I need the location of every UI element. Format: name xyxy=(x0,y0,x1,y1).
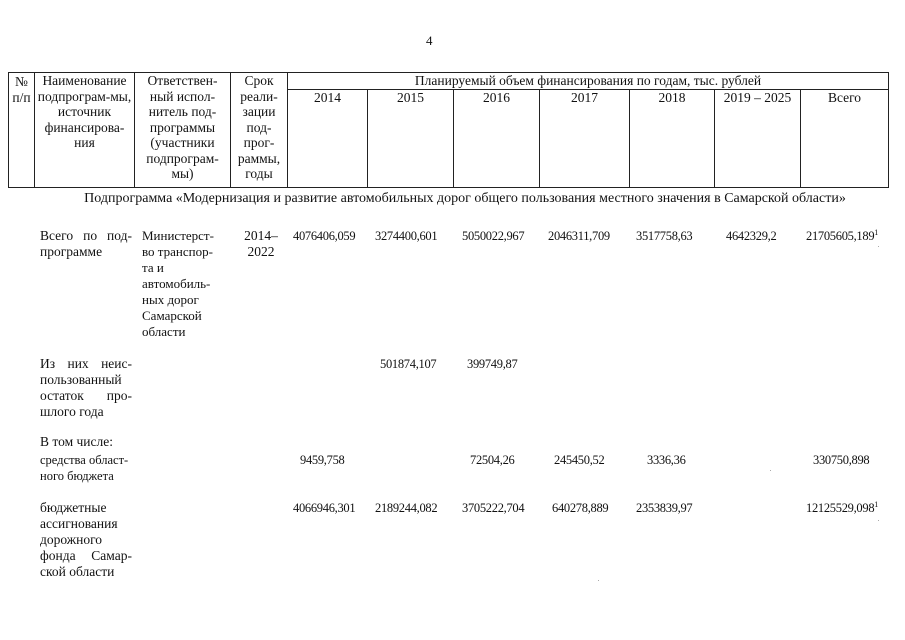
row-total-2019-2025: 4642329,2 xyxy=(726,229,777,243)
row-regional-2016: 72504,26 xyxy=(470,453,515,467)
scan-speck xyxy=(770,470,771,471)
row-roadfund-2014: 4066946,301 xyxy=(293,501,356,515)
page-number: 4 xyxy=(426,33,433,48)
row-total-2018: 3517758,63 xyxy=(636,229,693,243)
header-col-term: Срок реали-зации под-прог-раммы, годы xyxy=(231,73,288,188)
row-roadfund-name: бюджетные ассигнования дорожного фонда Самар-ской области xyxy=(40,500,132,579)
row-total-2014: 4076406,059 xyxy=(293,229,356,243)
funding-table-header xyxy=(8,72,889,188)
row-total-sum-value: 21705605,189 xyxy=(806,229,875,243)
header-col-responsible: Ответствен-ный испол-нитель под-программы (участники подпрограм-мы) xyxy=(135,73,231,188)
header-total: Всего xyxy=(801,89,889,187)
row-total-2015: 3274400,601 xyxy=(375,229,438,243)
row-regional-2014: 9459,758 xyxy=(300,453,345,467)
row-regional-2017: 245450,52 xyxy=(554,453,605,467)
scan-speck xyxy=(878,246,879,247)
header-year-2017: 2017 xyxy=(540,89,630,187)
row-roadfund-2015: 2189244,082 xyxy=(375,501,438,515)
header-col-name: Наименование подпрограм-мы, источник финансирова-ния xyxy=(35,73,135,188)
row-total-name: Всего по под-программе xyxy=(40,228,132,259)
header-col-no: № п/п xyxy=(9,73,35,188)
scan-speck xyxy=(878,520,879,521)
row-unused-2016: 399749,87 xyxy=(467,357,518,371)
scan-speck xyxy=(598,580,599,581)
row-total-2017: 2046311,709 xyxy=(548,229,610,243)
header-year-2019-2025: 2019 – 2025 xyxy=(715,89,801,187)
row-unused-2015: 501874,107 xyxy=(380,357,437,371)
header-year-2015: 2015 xyxy=(368,89,454,187)
row-total-term: 2014–2022 xyxy=(244,228,278,259)
row-roadfund-2017: 640278,889 xyxy=(552,501,609,515)
subprogram-title: Подпрограмма «Модернизация и развитие автомобильных дорог общего пользования местного значения в Самарской области» xyxy=(84,191,846,206)
header-col-funding: Планируемый объем финансирования по годам, тыс. рублей xyxy=(288,73,889,90)
footnote-marker: 1 xyxy=(874,499,878,509)
row-total-responsible: Министерст-во транспор-та и автомобиль-ных дорог Самарской области xyxy=(142,228,214,339)
row-roadfund-2018: 2353839,97 xyxy=(636,501,693,515)
row-regional-sum: 330750,898 xyxy=(813,453,870,467)
footnote-marker: 1 xyxy=(874,227,878,237)
header-year-2016: 2016 xyxy=(454,89,540,187)
header-year-2018: 2018 xyxy=(630,89,715,187)
row-regional-2018: 3336,36 xyxy=(647,453,686,467)
row-roadfund-sum-value: 12125529,098 xyxy=(806,501,875,515)
header-year-2014: 2014 xyxy=(288,89,368,187)
row-total-sum xyxy=(806,228,878,244)
row-regional-name: средства област-ного бюджета xyxy=(40,453,129,483)
row-total-2016: 5050022,967 xyxy=(462,229,525,243)
row-roadfund-sum xyxy=(806,500,878,516)
row-unused-name: Из них неис-пользованный остаток про-шлого года xyxy=(40,356,132,419)
row-roadfund-2016: 3705222,704 xyxy=(462,501,525,515)
row-regional-heading: В том числе: xyxy=(40,434,113,449)
